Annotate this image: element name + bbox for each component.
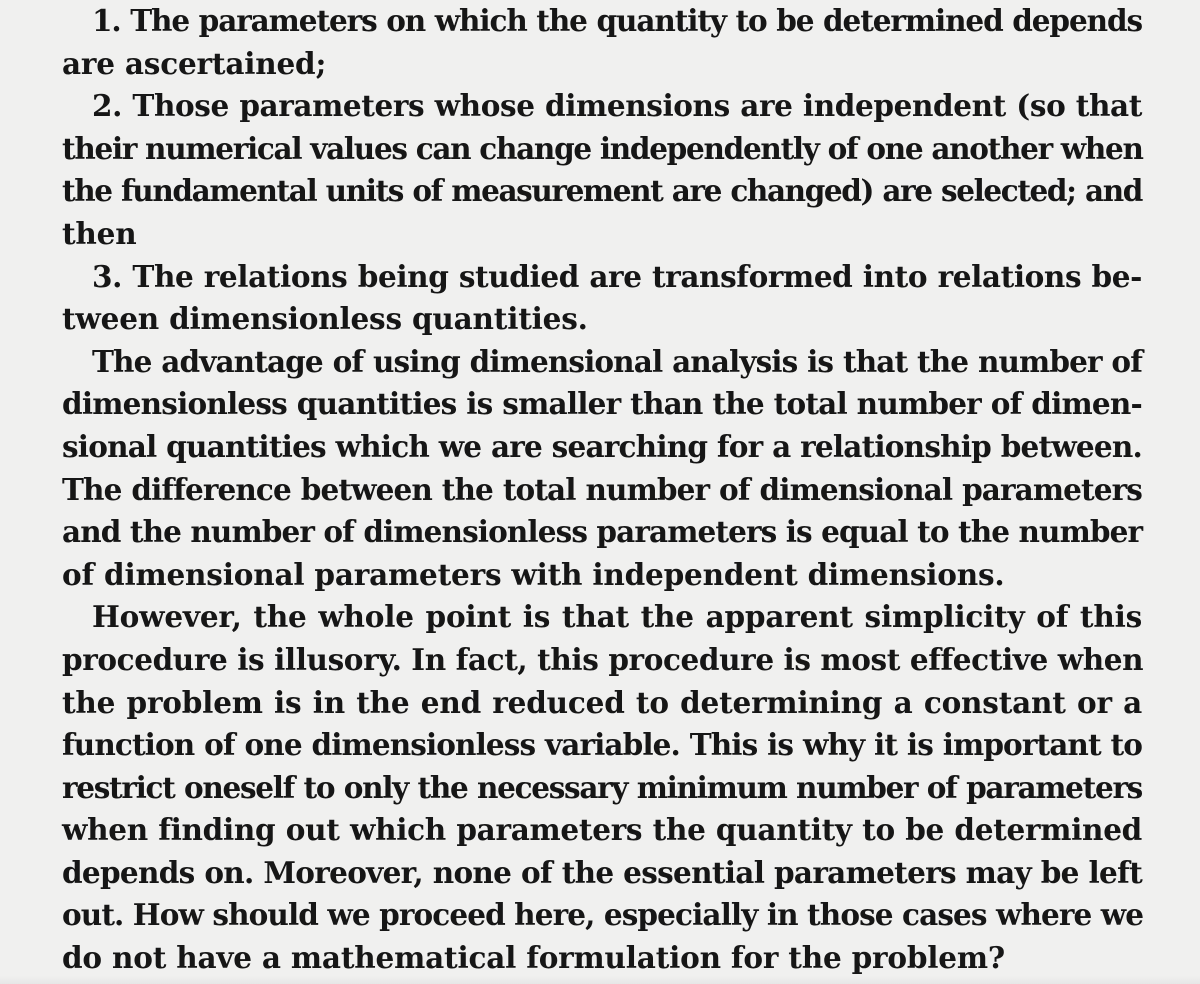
list-item-2-line-1: 2. Those parameters whose dimensions are independent (so that: [92, 88, 1142, 124]
body-text: [62, 0, 1142, 980]
paragraph-1-line-2: dimensionless quantities is smaller than the total number of dimen-: [62, 386, 1142, 422]
paragraph-2-line-1: However, the whole point is that the apparent simplicity of this: [92, 599, 1142, 635]
paragraph-2-line-3: the problem is in the end reduced to determining a constant or a: [62, 684, 1142, 720]
paragraph-1-line-4: The difference between the total number of dimensional parameters: [62, 471, 1142, 507]
paragraph-2-line-2: procedure is illusory. In fact, this procedure is most effective when: [62, 641, 1144, 677]
list-item-1-line-1: 1. The parameters on which the quantity to be determined depends: [92, 3, 1142, 38]
paragraph-1-line-6: of dimensional parameters with independent dimensions.: [62, 556, 1005, 592]
list-item-3-line-1: 3. The relations being studied are transformed into relations be-: [92, 258, 1142, 294]
paragraph-2-line-4: function of one dimensionless variable. This is why it is important to: [62, 727, 1142, 763]
page-bottom-edge: [0, 976, 1200, 984]
list-item-3-line-2: tween dimensionless quantities.: [62, 301, 588, 337]
list-item-2-line-2: their numerical values can change independently of one another when: [62, 130, 1143, 166]
paragraph-2-line-5: restrict oneself to only the necessary minimum number of parameters: [62, 769, 1142, 805]
list-item-1-line-2: are ascertained;: [62, 45, 327, 81]
paragraph-2-line-9: do not have a mathematical formulation for the problem?: [62, 940, 1005, 976]
list-item-2-line-4: then: [62, 215, 137, 251]
paragraph-2-line-7: depends on. Moreover, none of the essential parameters may be left: [62, 854, 1142, 890]
paragraph-2-line-6: when finding out which parameters the quantity to be determined: [62, 812, 1142, 848]
paragraph-1-line-3: sional quantities which we are searching for a relationship between.: [62, 428, 1142, 464]
paragraph-2-line-8: out. How should we proceed here, especially in those cases where we: [62, 897, 1144, 933]
paragraph-1-line-5: and the number of dimensionless parameters is equal to the number: [62, 514, 1143, 550]
list-item-2-line-3: the fundamental units of measurement are changed) are selected; and: [62, 173, 1142, 209]
paragraph-1-line-1: The advantage of using dimensional analysis is that the number of: [92, 343, 1142, 379]
